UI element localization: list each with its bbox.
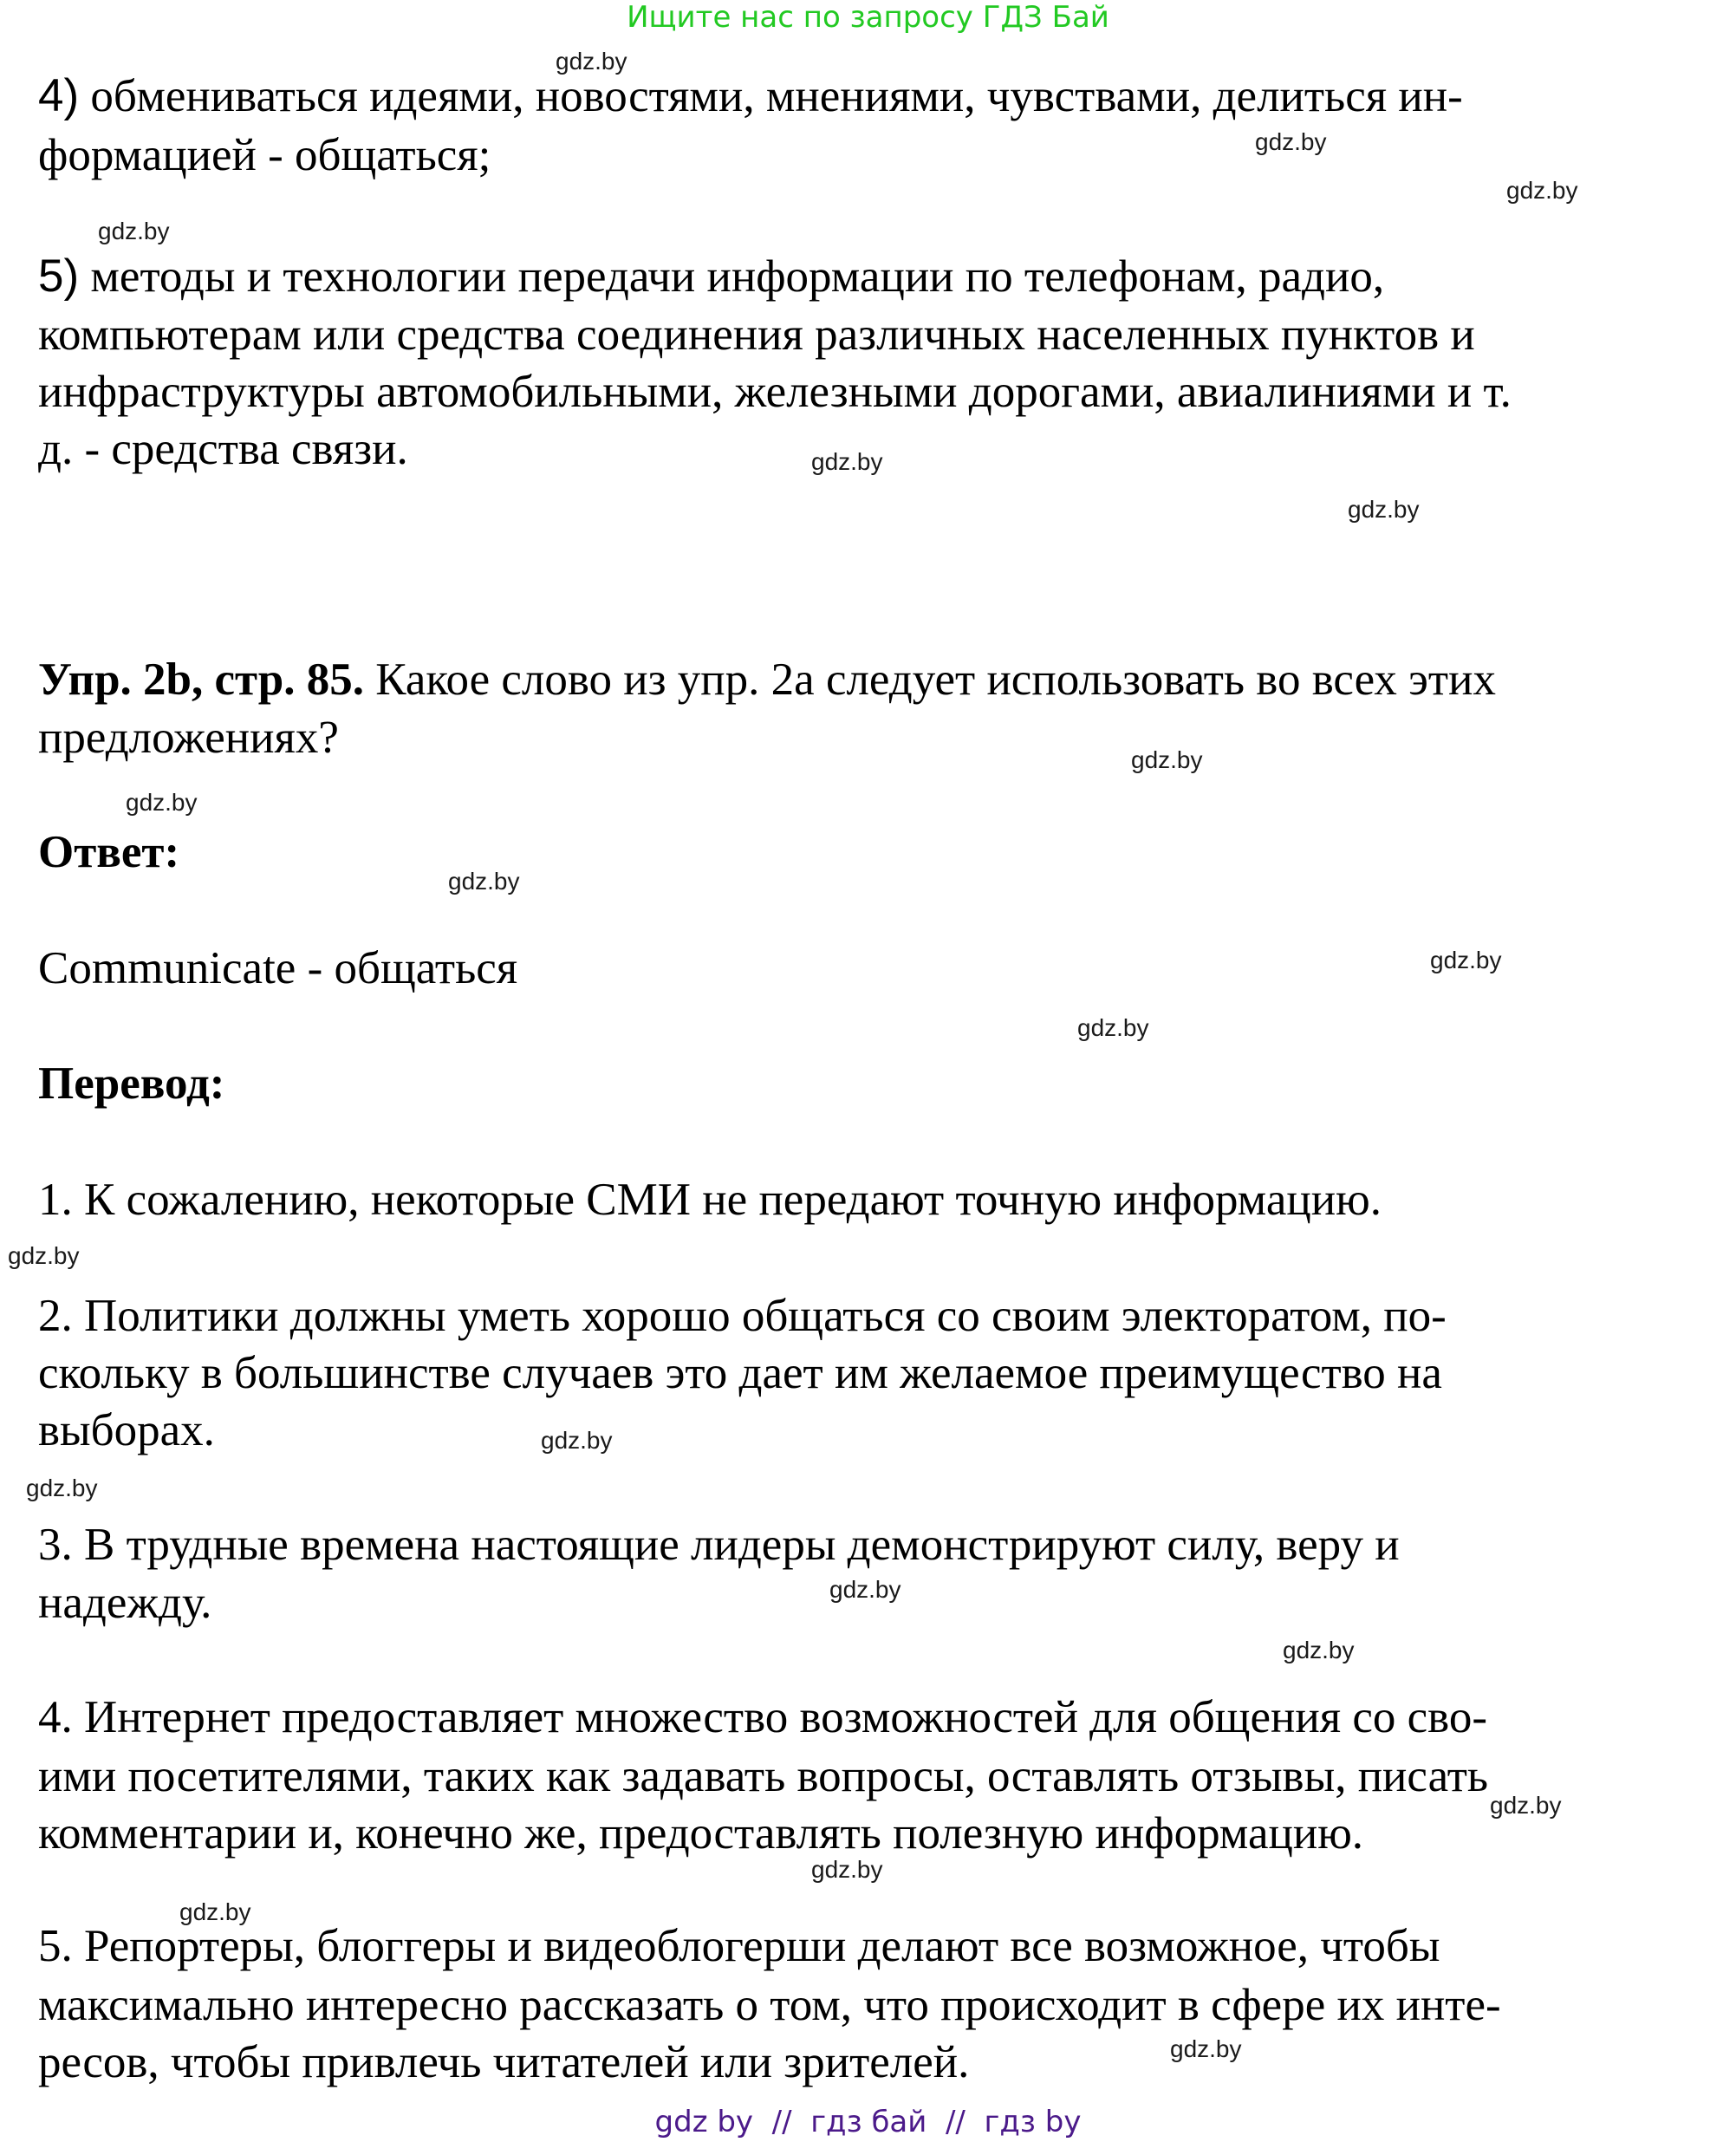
watermark: gdz.by [179, 1898, 251, 1925]
definition-text: обмениваться идеями, новостями, мнениями, чувствами, делиться ин- [90, 71, 1463, 121]
exercise-title [38, 651, 1496, 708]
search-banner: Ищите нас по запросу ГДЗ Бай [627, 0, 1109, 35]
watermark: gdz.by [1490, 1792, 1562, 1819]
definition-number: 4) [38, 70, 80, 121]
translation-item-5-line-3: ресов, чтобы привлечь читателей или зрителей. [38, 2037, 970, 2087]
watermark: gdz.by [1283, 1637, 1355, 1663]
definition-5-line-3: инфраструктуры автомобильными, железными дорогами, авиалиниями и т. [38, 367, 1512, 417]
translation-item-4-line-3: комментарии и, конечно же, предоставлять полезную информацию. [38, 1808, 1364, 1859]
translation-item-3-line-2: надежду. [38, 1578, 212, 1628]
translation-item-2-line-1: 2. Политики должны уметь хорошо общаться со своим электоратом, по- [38, 1291, 1447, 1341]
definition-text: методы и технологии передачи информации по телефонам, радио, [90, 251, 1385, 302]
definition-5-line-1 [38, 248, 1384, 305]
translation-item-1: 1. К сожалению, некоторые СМИ не передают точную информацию. [38, 1175, 1382, 1225]
definition-5-line-2: компьютерам или средства соединения различных населенных пунктов и [38, 309, 1475, 360]
watermark: gdz.by [1430, 947, 1502, 973]
translation-item-4-line-2: ими посетителями, таких как задавать вопросы, оставлять отзывы, писать [38, 1751, 1489, 1801]
translation-item-3-line-1: 3. В трудные времена настоящие лидеры демонстрируют силу, веру и [38, 1520, 1400, 1570]
watermark: gdz.by [1131, 746, 1203, 773]
watermark: gdz.by [811, 448, 883, 475]
exercise-label: Упр. 2b, стр. 85. [38, 654, 364, 705]
translation-heading: Перевод: [38, 1058, 225, 1109]
translation-item-2-line-2: скольку в большинстве случаев это дает им желаемое преимущество на [38, 1348, 1442, 1398]
definition-4-line-1 [38, 68, 1463, 125]
translation-item-4-line-1: 4. Интернет предоставляет множество возможностей для общения со сво- [38, 1692, 1487, 1742]
watermark: gdz.by [1506, 177, 1578, 204]
watermark: gdz.by [448, 868, 520, 895]
answer-heading: Ответ: [38, 827, 180, 877]
watermark: gdz.by [829, 1576, 901, 1603]
definition-4-line-2: формацией - общаться; [38, 130, 491, 180]
watermark: gdz.by [8, 1242, 80, 1269]
translation-item-5-line-1: 5. Репортеры, блоггеры и видеоблогерши делают все возможное, чтобы [38, 1921, 1440, 1971]
watermark: gdz.by [98, 218, 170, 244]
footer-links: gdz by // гдз бай // гдз by [654, 2105, 1082, 2139]
watermark: gdz.by [1255, 128, 1327, 155]
watermark: gdz.by [126, 789, 198, 816]
watermark: gdz.by [556, 48, 627, 75]
definition-5-line-4: д. - средства связи. [38, 424, 408, 474]
watermark: gdz.by [1170, 2035, 1242, 2062]
exercise-question-line-2: предложениях? [38, 713, 339, 763]
answer-text: Communicate - общаться [38, 943, 518, 993]
exercise-question: Какое слово из упр. 2а следует использовать во всех этих [363, 654, 1496, 705]
definition-number: 5) [38, 251, 80, 302]
watermark: gdz.by [26, 1475, 98, 1501]
watermark: gdz.by [541, 1427, 613, 1454]
translation-item-2-line-3: выборах. [38, 1405, 215, 1455]
watermark: gdz.by [1077, 1014, 1149, 1041]
watermark: gdz.by [1348, 496, 1420, 523]
translation-item-5-line-2: максимально интересно рассказать о том, что происходит в сфере их инте- [38, 1980, 1501, 2030]
watermark: gdz.by [811, 1856, 883, 1883]
